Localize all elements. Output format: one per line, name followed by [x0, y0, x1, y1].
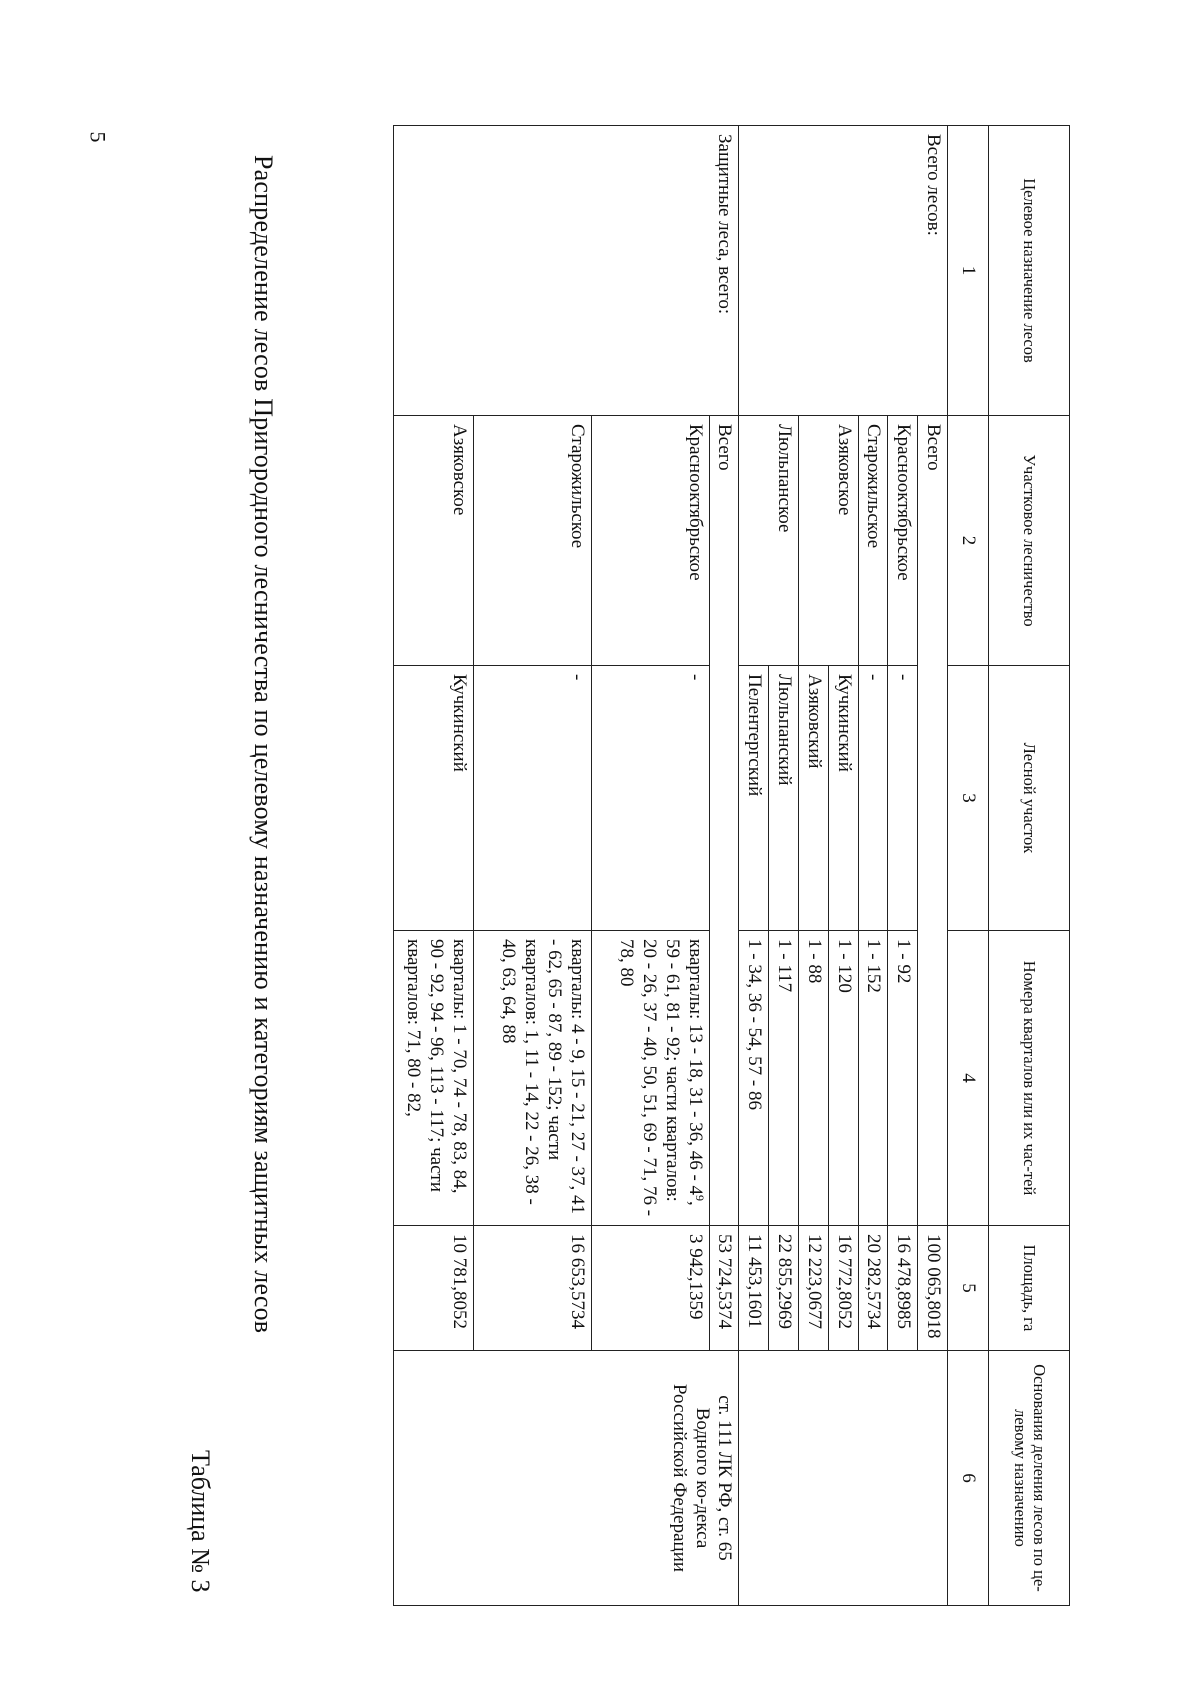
purpose-cell: Всего лесов:	[739, 126, 948, 416]
column-number-row	[948, 126, 989, 1606]
column-number: 5	[948, 1226, 989, 1351]
table-title: Распределение лесов Пригородного лесничества по целевому назначению и категориям защитных лесов	[249, 155, 278, 1334]
column-header: Участковое лесничество	[989, 416, 1070, 666]
total-label: Всего	[709, 416, 739, 1226]
parcel-cell: -	[591, 666, 709, 931]
forestry-cell: Азяковское	[799, 416, 859, 666]
column-header: Площадь, га	[989, 1226, 1070, 1351]
forestry-cell: Азяковское	[393, 416, 473, 666]
quarters-cell: 1 - 152	[858, 931, 888, 1226]
area-cell: 100 065,8018	[918, 1226, 948, 1351]
column-number: 3	[948, 666, 989, 931]
area-cell: 16 772,8052	[828, 1226, 858, 1351]
basis-cell	[739, 1351, 948, 1606]
table-header-row	[989, 126, 1070, 1606]
area-cell: 10 781,8052	[393, 1226, 473, 1351]
area-cell: 16 478,8985	[888, 1226, 918, 1351]
parcel-cell: Кучкинский	[828, 666, 858, 931]
quarters-cell: 1 - 92	[888, 931, 918, 1226]
quarters-cell: 1 - 34, 36 - 54, 57 - 86	[739, 931, 769, 1226]
area-cell: 53 724,5374	[709, 1226, 739, 1351]
purpose-cell: Защитные леса, всего:	[393, 126, 739, 416]
parcel-cell: Кучкинский	[393, 666, 473, 931]
quarters-text: , 59 - 61, 81 - 92; части кварталов: 20 - 26, 37 - 40, 50, 51, 69 - 71, 76 - 78, 80	[616, 939, 706, 1217]
table-number: Таблица № 3	[186, 1450, 215, 1593]
table-row	[709, 126, 739, 1606]
page-number: 5	[85, 131, 111, 143]
column-header: Целевое назначение лесов	[989, 126, 1070, 416]
parcel-cell: Пелентергский	[739, 666, 769, 931]
column-header: Основания деления лесов по це-левому назначению	[989, 1351, 1070, 1606]
column-number: 2	[948, 416, 989, 666]
forestry-cell: Старожильское	[473, 416, 591, 666]
forestry-cell: Краснооктябрьское	[888, 416, 918, 666]
column-number: 1	[948, 126, 989, 416]
column-number: 6	[948, 1351, 989, 1606]
column-number: 4	[948, 931, 989, 1226]
quarters-cell: кварталы: 1 - 70, 74 - 78, 83, 84, 90 - 92, 94 - 96, 113 - 117; части кварталов: 71, 80 - 82,	[393, 931, 473, 1226]
parcel-cell: -	[888, 666, 918, 931]
forestry-cell: Старожильское	[858, 416, 888, 666]
area-cell: 3 942,1359	[591, 1226, 709, 1351]
quarters-cell: кварталы: 4 - 9, 15 - 21, 27 - 37, 41 - 62, 65 - 87, 89 - 152; части кварталов: 1, 11 - 14, 22 - 26, 38 - 40, 63, 64, 88	[473, 931, 591, 1226]
superscript: 9	[692, 1195, 707, 1202]
quarters-text: кварталы: 13 - 18, 31 - 36, 46 - 4	[684, 939, 706, 1196]
table-row	[918, 126, 948, 1606]
quarters-cell: 1 - 120	[828, 931, 858, 1226]
quarters-cell: 1 - 117	[769, 931, 799, 1226]
quarters-cell: 1 - 88	[799, 931, 829, 1226]
total-label: Всего	[918, 416, 948, 1226]
forest-distribution-table	[393, 125, 1070, 1606]
basis-cell: ст. 111 ЛК РФ, ст. 65 Водного ко-декса Российской Федерации	[393, 1351, 739, 1606]
column-header: Номера кварталов или их час-тей	[989, 931, 1070, 1226]
area-cell: 11 453,1601	[739, 1226, 769, 1351]
parcel-cell: Люльпанский	[769, 666, 799, 931]
parcel-cell: -	[473, 666, 591, 931]
area-cell: 22 855,2969	[769, 1226, 799, 1351]
area-cell: 16 653,5734	[473, 1226, 591, 1351]
parcel-cell: -	[858, 666, 888, 931]
parcel-cell: Азяковский	[799, 666, 829, 931]
forestry-cell: Краснооктябрьское	[591, 416, 709, 666]
forestry-cell: Люльпанское	[739, 416, 799, 666]
column-header: Лесной участок	[989, 666, 1070, 931]
area-cell: 12 223,0677	[799, 1226, 829, 1351]
quarters-cell	[591, 931, 709, 1226]
area-cell: 20 282,5734	[858, 1226, 888, 1351]
